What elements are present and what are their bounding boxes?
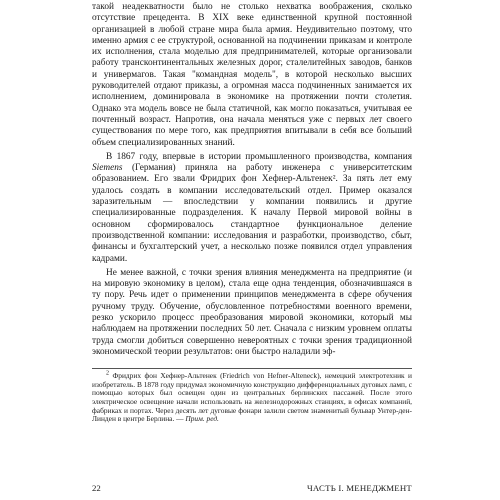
footnote-text: Фридрих фон Хефнер-Альтенек (Friedrich von Hefner-Alteneck), немецкий электротехник и изобретатель. В 1878 году придумал экономичную конструкцию дифференциальных дуговых ламп, с помощью которых был освещен один из центральных берлинских пассажей. После этого электрическое освещение начали использовать на железнодорожных станциях, в офисах компаний, фабриках и портах. Через десять лет дуговые фонари залили светом знаменитый бульвар Унтер-ден-Линден в центре Берлина.	[92, 371, 412, 424]
paragraph-2-text: В 1867 году, впервые в истории промышленного производства, компания Siemens (Германия) приняла на работу инженера с университетским образованием. Его звали Фридрих фон Хефнер-Альтенек². За пять лет ему удалось создать в компании исследовательский отдел. Пример оказался заразительным — впоследствии у компании появились и другие специализированные подразделения. К началу Первой мировой войны в основном сформировалось стандартное функциональное деление производственной компании: исследования и разработки, производство, сбыт, финансы и бухгалтерский учет, а несколько позже появился отдел управления кадрами.	[92, 151, 412, 264]
paragraph-2	[92, 152, 412, 265]
page-body	[92, 2, 412, 424]
footnote: $^2$ Фридрих фон Хефнер-Альтенек (Friedrich von Hefner-Alteneck), немецкий электротехник и изобретатель. В 1878 году придумал экономичную конструкцию дифференциальных дуговых ламп, с помощью которых был освещен один из центральных берлинских пассажей. После этого электрическое освещение начали использовать на железнодорожных станциях, в офисах компаний, фабриках и портах. Через десять лет дуговые фонари залили светом знаменитый бульвар Унтер-ден-Линден в центре Берлина. — Прим. ред.	[92, 370, 412, 424]
footnote-marker: 2	[106, 370, 109, 377]
footnote-editor-note: Прим. ред.	[185, 414, 219, 424]
paragraph-1: такой неадекватности было не столько нехватка воображения, сколько отсутствие прецедента. В XIX веке единственной крупной постоянной организацией в любой стране мира была армия. Неудивительно поэтому, что именно армия с ее структурой, основанной на подчинении приказам и контроле их исполнения, стала моделью для предпринимателей, которые организовали работу трансконтинентальных железных дорог, сталелитейных заводов, банков и универмагов. Такая "командная модель", в которой несколько высших руководителей отдают приказы, а огромная масса подчиненных занимается их исполнением, доминировала в экономике на протяжении почти столетия. Однако эта модель вовсе не была статичной, как могло показаться, учитывая ее почтенный возраст. Напротив, она начала меняться уже с первых лет своего существования по мере того, как предприятия впитывали в себя все больший объем специализированных знаний.	[92, 2, 412, 148]
section-title: ЧАСТЬ I. МЕНЕДЖМЕНТ	[307, 483, 412, 493]
running-footer	[92, 483, 412, 493]
paragraph-3: Не менее важной, с точки зрения влияния менеджмента на предприятие (и на мировую экономику в целом), стала еще одна тенденция, обозначившаяся в ту пору. Речь идет о применении принципов менеджмента в сфере обучения ручному труду. Обучение, обусловленное потребностями военного времени, резко ускорило процесс преобразования мировой экономики, который мы наблюдаем на протяжении последних 50 лет. Сначала с низким уровнем оплаты труда смогли добиться совершенно невероятных с точки зрения традиционной экономической теории результатов: они быстро наладили эф-	[92, 267, 412, 357]
company-name-siemens: Siemens	[92, 163, 123, 174]
page-number: 22	[92, 483, 101, 493]
footnote-divider	[92, 368, 412, 369]
